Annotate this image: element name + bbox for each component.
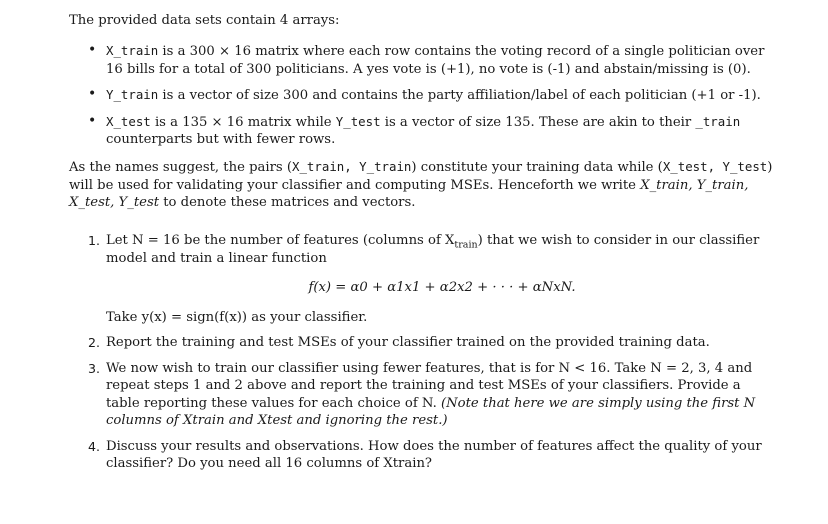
bullet-icon: •	[88, 42, 97, 58]
task-item	[88, 438, 778, 473]
task-number: 3.	[88, 360, 101, 376]
array-list	[88, 42, 778, 157]
item-text: is a vector of size 300 and contains the party affiliation/label of each politician (+1 or -1).	[158, 88, 761, 103]
task-text: ) that we wish to consider in our classifier model and train a linear function	[106, 233, 760, 266]
task-text: Let N = 16 be the number of features (columns of X	[106, 233, 455, 248]
code-term: Y_train	[106, 87, 159, 102]
task-text: Discuss your results and observations. How does the number of features affect the quality of your classifier? Do you need all 16 columns of Xtrain?	[106, 438, 762, 471]
code-term: X_test	[106, 113, 151, 129]
task-number: 4.	[88, 438, 101, 454]
list-item	[88, 86, 778, 105]
item-text: counterparts but with fewer rows.	[106, 132, 336, 147]
para-text: As the names suggest, the pairs (	[69, 160, 293, 175]
task-item	[88, 334, 778, 352]
task-note: (Note that here we are simply using the first N columns of Xtrain and Xtest and ignoring the rest.)	[106, 395, 756, 428]
item-text: is a vector of size 135. These are akin to their	[380, 114, 696, 130]
explanation-paragraph	[69, 158, 774, 212]
code-term: Y_test	[335, 113, 381, 129]
item-text: is a 300 × 16 matrix where each row contains the voting record of a single politician over 16 bills for a total of 300 politicians. A yes vote is (+1), no vote is (-1) and abstain/missing is (0).	[106, 44, 765, 77]
bullet-icon: •	[88, 86, 97, 102]
code-term: X_train	[106, 43, 159, 58]
list-item	[88, 42, 778, 78]
math-notation: X_train, Y_train, X_test, Y_test	[69, 177, 749, 210]
item-text: is a 135 × 16 matrix while	[150, 114, 336, 130]
intro-text: The provided data sets contain 4 arrays:	[69, 13, 340, 28]
task-text: Take y(x) = sign(f(x)) as your classifier.	[106, 309, 368, 325]
bullet-icon: •	[88, 112, 97, 129]
list-item	[88, 113, 778, 149]
task-item	[88, 232, 778, 326]
subscript: train	[454, 239, 478, 251]
task-text: We now wish to train our classifier using fewer features, that is for N < 16. Take N = 2, 3, 4 and repeat steps 1 and 2 above and report the training and test MSEs of your classifiers. Provide a table reporting these values for each choice of N.	[106, 360, 753, 411]
task-list	[88, 232, 778, 481]
task-item	[88, 360, 778, 430]
code-term: X_test, Y_test	[662, 159, 768, 174]
code-term: X_train, Y_train	[292, 159, 412, 174]
code-term: _train	[695, 113, 741, 129]
task-number: 1.	[88, 233, 101, 248]
para-text: to denote these matrices and vectors.	[159, 195, 416, 210]
task-text: Report the training and test MSEs of your classifier trained on the provided training data.	[106, 335, 710, 350]
equation: f(x) = α0 + α1x1 + α2x2 + · · · + αNxN.	[308, 280, 576, 295]
task-number: 2.	[88, 335, 101, 350]
para-text: ) will be used for validating your classifier and computing MSEs. Henceforth we write	[69, 160, 773, 193]
para-text: ) constitute your training data while (	[411, 160, 663, 175]
